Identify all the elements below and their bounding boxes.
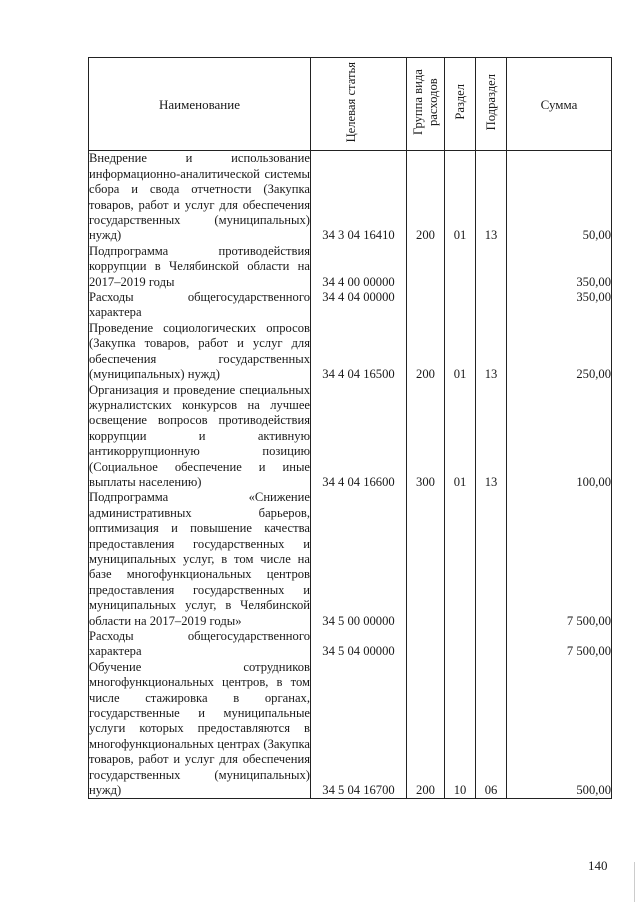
table-row <box>89 321 612 383</box>
row-group <box>407 244 445 290</box>
row-group: 300 <box>407 383 445 491</box>
row-sum: 7 500,00 <box>507 629 612 660</box>
header-section: Раздел <box>452 84 467 120</box>
row-group: 200 <box>407 151 445 244</box>
row-target: 34 4 04 16500 <box>311 321 407 383</box>
table-row <box>89 290 612 321</box>
row-name: Подпрограмма противодействия коррупции в Челябинской области на 2017–2019 годы <box>89 243 310 289</box>
row-subsection: 13 <box>476 383 507 491</box>
row-sum: 100,00 <box>507 383 612 491</box>
table-header <box>89 58 612 151</box>
header-subsection: Подраздел <box>483 73 498 131</box>
row-section <box>445 290 476 321</box>
row-group <box>407 629 445 660</box>
table-row <box>89 244 612 290</box>
row-subsection <box>476 290 507 321</box>
table-row <box>89 151 612 244</box>
row-subsection: 13 <box>476 151 507 244</box>
row-section: 01 <box>445 151 476 244</box>
row-subsection: 06 <box>476 660 507 799</box>
row-name: Расходы общегосударственного характера <box>89 290 310 320</box>
header-target-article-cell <box>311 58 407 151</box>
row-group <box>407 490 445 629</box>
row-sum: 350,00 <box>507 244 612 290</box>
header-sum: Сумма <box>507 58 612 151</box>
row-sum: 500,00 <box>507 660 612 799</box>
row-sum: 350,00 <box>507 290 612 321</box>
row-section <box>445 244 476 290</box>
row-name: Подпрограмма «Снижение административных барьеров, оптимизация и повышение качества предоставления государственных и муниципальных услуг, в том числе на базе многофункциональных центров предоставления государственных и муниципальных услуг, в Челябинской области на 2017–2019 годы» <box>89 490 310 628</box>
header-expense-group-cell <box>407 58 445 151</box>
table-row <box>89 660 612 799</box>
row-section <box>445 629 476 660</box>
row-name: Расходы общегосударственного характера <box>89 629 310 659</box>
row-target: 34 3 04 16410 <box>311 151 407 244</box>
row-section: 01 <box>445 321 476 383</box>
budget-table <box>88 57 612 799</box>
row-target: 34 4 00 00000 <box>311 244 407 290</box>
header-expense-group: Группа вида расходов <box>410 69 440 135</box>
row-subsection: 13 <box>476 321 507 383</box>
table-row <box>89 629 612 660</box>
header-name: Наименование <box>89 58 311 151</box>
row-group <box>407 290 445 321</box>
row-sum: 7 500,00 <box>507 490 612 629</box>
row-target: 34 5 00 00000 <box>311 490 407 629</box>
scan-edge-mark <box>634 862 635 902</box>
row-name: Проведение социологических опросов (Закупка товаров, работ и услуг для обеспечения государственных (муниципальных) нужд) <box>89 320 310 382</box>
row-subsection <box>476 490 507 629</box>
row-subsection <box>476 629 507 660</box>
row-sum: 50,00 <box>507 151 612 244</box>
row-group: 200 <box>407 660 445 799</box>
row-section: 01 <box>445 383 476 491</box>
row-target: 34 4 04 16600 <box>311 383 407 491</box>
row-name: Обучение сотрудников многофункциональных центров, в том числе стажировка в органах, государственные и муниципальные услуги которых предоставляются в многофункциональных центрах (Закупка товаров, работ и услуг для обеспечения государственных (муниципальных) нужд) <box>89 659 310 798</box>
row-target: 34 5 04 16700 <box>311 660 407 799</box>
row-target: 34 4 04 00000 <box>311 290 407 321</box>
header-subsection-cell <box>476 58 507 151</box>
row-section: 10 <box>445 660 476 799</box>
row-group: 200 <box>407 321 445 383</box>
page-number: 140 <box>588 858 608 873</box>
row-name: Внедрение и использование информационно-аналитической системы сбора и свода отчетности (Закупка товаров, работ и услуг для обеспечения государственных (муниципальных) нужд) <box>89 151 310 243</box>
row-name: Организация и проведение специальных журналистских конкурсов на лучшее освещение вопросов противодействия коррупции и активную антикоррупционную позицию (Социальное обеспечение и иные выплаты населению) <box>89 382 310 489</box>
row-subsection <box>476 244 507 290</box>
row-sum: 250,00 <box>507 321 612 383</box>
table-row <box>89 490 612 629</box>
table-row <box>89 383 612 491</box>
row-section <box>445 490 476 629</box>
header-target-article: Целевая статья <box>343 61 358 143</box>
header-section-cell <box>445 58 476 151</box>
row-target: 34 5 04 00000 <box>311 629 407 660</box>
